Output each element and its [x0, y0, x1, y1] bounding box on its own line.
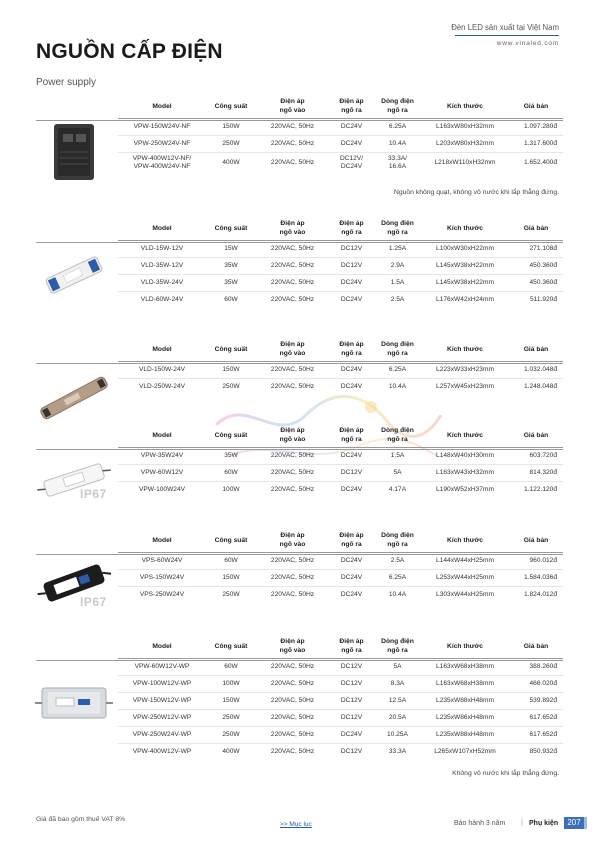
table-row	[118, 378, 563, 395]
model-cell: VPW-250W24V-NF	[118, 135, 206, 152]
product-image-4	[34, 450, 114, 515]
power-cell: 250W	[206, 726, 256, 743]
input-voltage-cell: 220VAC, 50Hz	[256, 692, 329, 709]
input-voltage-cell: 220VAC, 50Hz	[256, 675, 329, 692]
power-cell: 60W	[206, 552, 256, 569]
output-current-cell: 6.25A	[374, 361, 421, 378]
column-header: Công suất	[214, 102, 248, 110]
input-voltage-cell: 220VAC, 50Hz	[256, 274, 329, 291]
model-cell: VLD-15W-12V	[118, 240, 206, 257]
dimensions-cell: L223xW33xH23mm	[421, 361, 509, 378]
dimensions-cell: L163xW43xH32mm	[421, 464, 509, 481]
power-cell: 250W	[206, 135, 256, 152]
output-voltage-cell: DC12V	[329, 658, 374, 675]
price-cell: 450.360đ	[509, 274, 563, 291]
table-row	[118, 726, 563, 743]
column-header: Model	[152, 102, 172, 110]
column-header: Điện áp ngõ ra	[339, 98, 364, 114]
model-cell: VPW-100W12V-WP	[118, 675, 206, 692]
dimensions-cell: L163xW68xH38mm	[421, 658, 509, 675]
column-header: Giá bán	[523, 345, 549, 353]
column-header: Điện áp ngõ ra	[339, 220, 364, 236]
ip-rating-badge: IP67	[80, 595, 107, 609]
input-voltage-cell: 220VAC, 50Hz	[256, 291, 329, 308]
output-current-cell: 8.3A	[374, 675, 421, 692]
ip-rating-badge: IP67	[80, 487, 107, 501]
dimensions-cell: L163xW68xH38mm	[421, 675, 509, 692]
dimensions-cell: L144xW44xH25mm	[421, 552, 509, 569]
table-row	[118, 240, 563, 257]
model-cell: VPS-150W24V	[118, 569, 206, 586]
column-header: Điện áp ngõ vào	[279, 532, 306, 548]
output-current-cell: 10.4A	[374, 586, 421, 603]
price-cell: 1.032.048đ	[509, 361, 563, 378]
price-cell: 1.824.012đ	[509, 586, 563, 603]
footer-appendix: Phụ kiện	[529, 820, 559, 827]
price-cell: 271.108đ	[509, 240, 563, 257]
output-voltage-cell: DC12V	[329, 240, 374, 257]
output-current-cell: 10.25A	[374, 726, 421, 743]
column-header: Điện áp ngõ ra	[339, 638, 364, 654]
table-row	[118, 692, 563, 709]
column-header: Điện áp ngõ ra	[339, 341, 364, 357]
power-cell: 150W	[206, 361, 256, 378]
column-header: Điện áp ngõ vào	[279, 220, 306, 236]
footer-separator: |	[521, 819, 523, 826]
input-voltage-cell: 220VAC, 50Hz	[256, 726, 329, 743]
column-header: Dòng điện ngõ ra	[381, 532, 414, 548]
output-voltage-cell: DC12V	[329, 709, 374, 726]
spec-table-4	[118, 425, 563, 498]
price-cell: 850.932đ	[509, 743, 563, 760]
model-cell: VPW-100W24V	[118, 481, 206, 498]
column-header: Công suất	[214, 536, 248, 544]
output-current-cell: 2.9A	[374, 257, 421, 274]
input-voltage-cell: 220VAC, 50Hz	[256, 569, 329, 586]
column-header: Dòng điện ngõ ra	[381, 638, 414, 654]
price-cell: 388.260đ	[509, 658, 563, 675]
input-voltage-cell: 220VAC, 50Hz	[256, 378, 329, 395]
column-header: Kích thước	[447, 536, 483, 544]
model-cell: VLD-150W-24V	[118, 361, 206, 378]
power-cell: 150W	[206, 569, 256, 586]
table-row	[118, 586, 563, 603]
table-row	[118, 658, 563, 675]
dimensions-cell: L176xW42xH24mm	[421, 291, 509, 308]
output-current-cell: 2.5A	[374, 552, 421, 569]
input-voltage-cell: 220VAC, 50Hz	[256, 240, 329, 257]
model-cell: VLD-35W-12V	[118, 257, 206, 274]
output-voltage-cell: DC24V	[329, 586, 374, 603]
input-voltage-cell: 220VAC, 50Hz	[256, 447, 329, 464]
column-header: Kích thước	[447, 102, 483, 110]
power-cell: 400W	[206, 152, 256, 174]
table-row	[118, 743, 563, 760]
power-cell: 250W	[206, 378, 256, 395]
price-cell: 617.652đ	[509, 709, 563, 726]
output-current-cell: 33.3A	[374, 743, 421, 760]
output-voltage-cell: DC24V	[329, 378, 374, 395]
dimensions-cell: L190xW52xH37mm	[421, 481, 509, 498]
price-cell: 539.892đ	[509, 692, 563, 709]
table-header-row	[118, 530, 563, 552]
power-cell: 60W	[206, 291, 256, 308]
column-header: Model	[152, 345, 172, 353]
column-header: Dòng điện ngõ ra	[381, 427, 414, 443]
product-image-3	[34, 368, 114, 433]
column-header: Dòng điện ngõ ra	[381, 341, 414, 357]
column-header: Model	[152, 224, 172, 232]
table-header-row	[118, 218, 563, 240]
dimensions-cell: L148xW40xH30mm	[421, 447, 509, 464]
spec-table-2	[118, 218, 563, 308]
model-cell: VPW-250W24V-WP	[118, 726, 206, 743]
model-cell: VLD-35W-24V	[118, 274, 206, 291]
column-header: Kích thước	[447, 345, 483, 353]
column-header: Điện áp ngõ vào	[279, 98, 306, 114]
output-voltage-cell: DC12V	[329, 692, 374, 709]
model-cell: VPW-35W24V	[118, 447, 206, 464]
output-voltage-cell: DC24V	[329, 726, 374, 743]
column-header: Công suất	[214, 345, 248, 353]
column-header: Điện áp ngõ vào	[279, 427, 306, 443]
price-cell: 1.097.280đ	[509, 118, 563, 135]
output-voltage-cell: DC24V	[329, 481, 374, 498]
input-voltage-cell: 220VAC, 50Hz	[256, 135, 329, 152]
input-voltage-cell: 220VAC, 50Hz	[256, 361, 329, 378]
output-voltage-cell: DC12V	[329, 743, 374, 760]
price-cell: 603.720đ	[509, 447, 563, 464]
power-cell: 250W	[206, 586, 256, 603]
power-cell: 35W	[206, 274, 256, 291]
column-header: Model	[152, 536, 172, 544]
table-row	[118, 481, 563, 498]
column-header: Công suất	[214, 224, 248, 232]
input-voltage-cell: 220VAC, 50Hz	[256, 118, 329, 135]
output-current-cell: 33.3A/ 16.6A	[374, 152, 421, 174]
column-header: Giá bán	[523, 224, 549, 232]
output-current-cell: 20.5A	[374, 709, 421, 726]
dimensions-cell: L163xW80xH32mm	[421, 118, 509, 135]
model-cell: VLD-60W-24V	[118, 291, 206, 308]
output-current-cell: 1.25A	[374, 240, 421, 257]
price-cell: 617.652đ	[509, 726, 563, 743]
output-current-cell: 5A	[374, 464, 421, 481]
dimensions-cell: L218xW110xH32mm	[421, 152, 509, 174]
dimensions-cell: L235xW86xH48mm	[421, 709, 509, 726]
table-header-row	[118, 636, 563, 658]
output-current-cell: 6.25A	[374, 118, 421, 135]
power-cell: 150W	[206, 118, 256, 135]
table-header-row	[118, 96, 563, 118]
footer-menu-link[interactable]: >> Mục lục	[280, 821, 312, 828]
output-current-cell: 10.4A	[374, 135, 421, 152]
output-voltage-cell: DC24V	[329, 135, 374, 152]
model-cell: VLD-250W-24V	[118, 378, 206, 395]
table-row	[118, 274, 563, 291]
dimensions-cell: L235xW88xH48mm	[421, 692, 509, 709]
output-current-cell: 6.25A	[374, 569, 421, 586]
price-cell: 960.012đ	[509, 552, 563, 569]
column-header: Điện áp ngõ vào	[279, 638, 306, 654]
dimensions-cell: L100xW30xH22mm	[421, 240, 509, 257]
price-cell: 466.020đ	[509, 675, 563, 692]
price-cell: 1.248.048đ	[509, 378, 563, 395]
input-voltage-cell: 220VAC, 50Hz	[256, 257, 329, 274]
dimensions-cell: L265xW107xH52mm	[421, 743, 509, 760]
dimensions-cell: L145xW38xH22mm	[421, 274, 509, 291]
table-row	[118, 464, 563, 481]
column-header: Model	[152, 431, 172, 439]
power-cell: 15W	[206, 240, 256, 257]
dimensions-cell: L253xW44xH25mm	[421, 569, 509, 586]
price-cell: 1.122.120đ	[509, 481, 563, 498]
input-voltage-cell: 220VAC, 50Hz	[256, 152, 329, 174]
output-current-cell: 2.5A	[374, 291, 421, 308]
price-cell: 450.360đ	[509, 257, 563, 274]
table-row	[118, 709, 563, 726]
table-row	[118, 447, 563, 464]
output-current-cell: 10.4A	[374, 378, 421, 395]
table-row	[118, 675, 563, 692]
input-voltage-cell: 220VAC, 50Hz	[256, 464, 329, 481]
output-voltage-cell: DC24V	[329, 569, 374, 586]
output-voltage-cell: DC12V	[329, 675, 374, 692]
price-cell: 814.320đ	[509, 464, 563, 481]
header-brand-text: Đèn LED sản xuất tại Việt Nam	[451, 23, 559, 32]
model-cell: VPW-60W12V	[118, 464, 206, 481]
column-header: Công suất	[214, 642, 248, 650]
dimensions-cell: L203xW80xH32mm	[421, 135, 509, 152]
power-cell: 35W	[206, 257, 256, 274]
product-image-1	[34, 122, 114, 187]
table-row	[118, 361, 563, 378]
dimensions-cell: L303xW44xH25mm	[421, 586, 509, 603]
output-voltage-cell: DC24V	[329, 552, 374, 569]
section-note: Nguồn không quạt, không vô nước khi lắp thẳng đứng.	[393, 189, 559, 196]
column-header: Dòng điện ngõ ra	[381, 220, 414, 236]
input-voltage-cell: 220VAC, 50Hz	[256, 709, 329, 726]
page-number: 207	[564, 817, 584, 829]
table-header-row	[118, 339, 563, 361]
power-cell: 150W	[206, 692, 256, 709]
output-current-cell: 1.5A	[374, 274, 421, 291]
header-divider	[455, 35, 559, 36]
input-voltage-cell: 220VAC, 50Hz	[256, 481, 329, 498]
column-header: Kích thước	[447, 642, 483, 650]
power-cell: 35W	[206, 447, 256, 464]
table-row	[118, 552, 563, 569]
output-voltage-cell: DC12V	[329, 464, 374, 481]
input-voltage-cell: 220VAC, 50Hz	[256, 658, 329, 675]
model-cell: VPW-400W12V-NF/ VPW-400W24V-NF	[118, 152, 206, 174]
table-row	[118, 118, 563, 135]
output-voltage-cell: DC24V	[329, 361, 374, 378]
input-voltage-cell: 220VAC, 50Hz	[256, 586, 329, 603]
column-header: Công suất	[214, 431, 248, 439]
column-header: Điện áp ngõ vào	[279, 341, 306, 357]
table-row	[118, 569, 563, 586]
column-header: Giá bán	[523, 102, 549, 110]
output-voltage-cell: DC24V	[329, 274, 374, 291]
dimensions-cell: L257xW45xH23mm	[421, 378, 509, 395]
output-voltage-cell: DC24V	[329, 291, 374, 308]
table-header-row	[118, 425, 563, 447]
header-url[interactable]: www.vinaled.com	[496, 40, 559, 47]
model-cell: VPW-250W12V-WP	[118, 709, 206, 726]
price-cell: 1.317.600đ	[509, 135, 563, 152]
dimensions-cell: L145xW38xH22mm	[421, 257, 509, 274]
input-voltage-cell: 220VAC, 50Hz	[256, 552, 329, 569]
column-header: Kích thước	[447, 224, 483, 232]
table-row	[118, 135, 563, 152]
power-cell: 250W	[206, 709, 256, 726]
model-cell: VPW-400W12V-WP	[118, 743, 206, 760]
output-current-cell: 4.17A	[374, 481, 421, 498]
output-current-cell: 5A	[374, 658, 421, 675]
power-cell: 100W	[206, 481, 256, 498]
output-voltage-cell: DC12V/ DC24V	[329, 152, 374, 174]
column-header: Giá bán	[523, 642, 549, 650]
column-header: Model	[152, 642, 172, 650]
model-cell: VPS-250W24V	[118, 586, 206, 603]
table-row	[118, 152, 563, 174]
table-row	[118, 291, 563, 308]
output-voltage-cell: DC12V	[329, 257, 374, 274]
model-cell: VPS-60W24V	[118, 552, 206, 569]
spec-table-3	[118, 339, 563, 395]
column-header: Điện áp ngõ ra	[339, 427, 364, 443]
power-cell: 400W	[206, 743, 256, 760]
table-row	[118, 257, 563, 274]
product-image-2	[34, 245, 114, 310]
page-subtitle: Power supply	[36, 77, 97, 88]
model-cell: VPW-150W12V-WP	[118, 692, 206, 709]
section-note: Không vô nước khi lắp thẳng đứng.	[452, 770, 559, 777]
footer-warranty: Bảo hành 3 năm	[454, 820, 506, 827]
footer-vat-note: Giá đã bao gồm thuế VAT 8%	[36, 816, 126, 823]
output-voltage-cell: DC24V	[329, 118, 374, 135]
dimensions-cell: L235xW88xH48mm	[421, 726, 509, 743]
power-cell: 60W	[206, 464, 256, 481]
input-voltage-cell: 220VAC, 50Hz	[256, 743, 329, 760]
product-image-6	[34, 672, 114, 737]
model-cell: VPW-60W12V-WP	[118, 658, 206, 675]
model-cell: VPW-150W24V-NF	[118, 118, 206, 135]
output-current-cell: 1.5A	[374, 447, 421, 464]
spec-table-1	[118, 96, 563, 174]
price-cell: 1.652.400đ	[509, 152, 563, 174]
power-cell: 100W	[206, 675, 256, 692]
spec-table-5	[118, 530, 563, 603]
column-header: Kích thước	[447, 431, 483, 439]
page-title: NGUỒN CẤP ĐIỆN	[36, 40, 223, 63]
output-current-cell: 12.5A	[374, 692, 421, 709]
column-header: Điện áp ngõ ra	[339, 532, 364, 548]
price-cell: 1.584.036đ	[509, 569, 563, 586]
spec-table-6	[118, 636, 563, 760]
column-header: Giá bán	[523, 431, 549, 439]
price-cell: 511.920đ	[509, 291, 563, 308]
column-header: Giá bán	[523, 536, 549, 544]
page-number-tab	[584, 817, 587, 829]
power-cell: 60W	[206, 658, 256, 675]
column-header: Dòng điện ngõ ra	[381, 98, 414, 114]
output-voltage-cell: DC24V	[329, 447, 374, 464]
